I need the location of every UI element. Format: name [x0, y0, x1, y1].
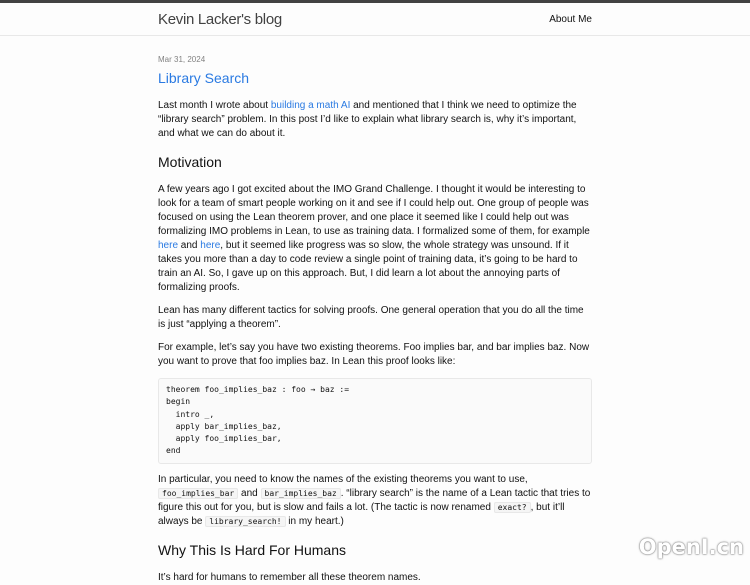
intro-paragraph: [158, 99, 592, 141]
example-paragraph: For example, let’s say you have two existing theorems. Foo implies bar, and bar implies baz. Now you want to prove that foo implies baz. In Lean this proof looks like:: [158, 342, 590, 367]
motivation-text-1: A few years ago I got excited about the IMO Grand Challenge. I thought it would be interesting to look for a team of smart people working on it and see if I could help out. One group of people was focused on using the Lean theorem prover, and one place it seemed like I could help out was formalizing IMO problems in Lean, to use as training data. I formalized some of them, for example: [158, 184, 590, 237]
motivation-text-2: and: [178, 240, 201, 251]
hard-paragraph: It’s hard for humans to remember all these theorem names.: [158, 571, 421, 583]
tactics-paragraph: Lean has many different tactics for solving proofs. One general operation that you do all the time is just “applying a theorem”.: [158, 305, 584, 330]
building-math-ai-link[interactable]: building a math AI: [270, 100, 351, 111]
post-date: Mar 31, 2024: [158, 55, 206, 64]
post-title: Library Search: [158, 70, 250, 86]
watermark-logo: OpenI.cn: [638, 535, 744, 559]
nav-about-me-link[interactable]: About Me: [549, 14, 592, 25]
here-link-1[interactable]: here: [158, 240, 179, 251]
particular-text-3: . “library search” is the name of a Lean tactic that tries to figure this out for you, but is slow and fails a lot. (The tactic is now renamed: [158, 487, 591, 513]
code-exact: exact?: [494, 502, 531, 513]
motivation-paragraph: [158, 183, 592, 295]
particular-text-4: , but it’ll always be: [158, 501, 565, 527]
intro-text-2: and mentioned that I think we need to optimize the “library search” problem. In this post I’d like to explain what library search is, why it’s important, and what we can do about it.: [158, 100, 577, 139]
particular-paragraph: [158, 473, 592, 529]
code-block: theorem foo_implies_baz : foo → baz := begin intro _, apply bar_implies_baz, apply foo_implies_bar, end: [158, 378, 592, 464]
particular-text-5: in my heart.): [285, 515, 344, 527]
particular-text-2: and: [238, 487, 261, 499]
heading-why-hard: Why This Is Hard For Humans: [158, 541, 347, 558]
post-content: [158, 55, 592, 585]
here-link-2[interactable]: here: [200, 240, 221, 251]
site-title-link[interactable]: Kevin Lacker's blog: [158, 11, 282, 28]
code-bar-implies-baz: bar_implies_baz: [261, 488, 341, 499]
code-library-search: library_search!: [205, 516, 285, 527]
heading-motivation: Motivation: [158, 154, 222, 170]
particular-text-1: In particular, you need to know the names of the existing theorems you want to use,: [158, 473, 528, 485]
intro-text-1: Last month I wrote about: [158, 100, 271, 111]
code-foo-implies-bar: foo_implies_bar: [158, 488, 238, 499]
site-header: [0, 3, 750, 36]
motivation-text-3: , but it seemed like progress was so slow, the whole strategy was unsound. If it takes you more than a day to code review a single point of training data, it’s going to be hard to train an AI. So, I gave up on this approach. But, I did learn a lot about the annoying parts of formalizing proofs.: [158, 240, 578, 293]
